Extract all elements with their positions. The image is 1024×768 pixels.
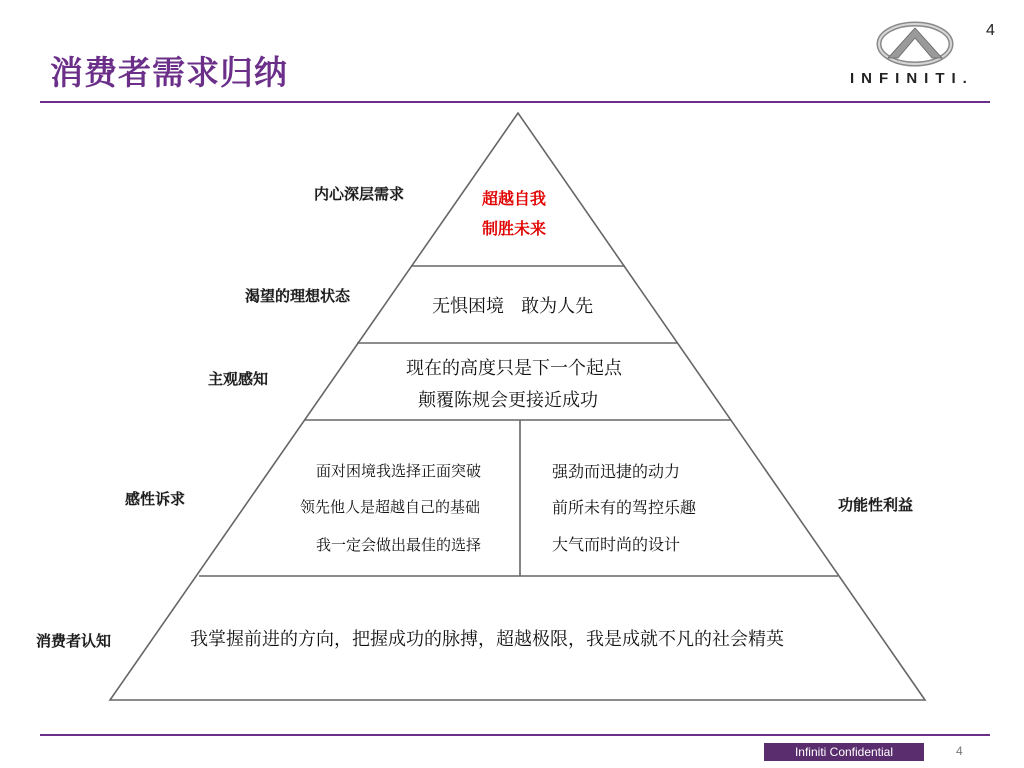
emotional-item-2: 领先他人是超越自己的基础 [300,498,481,516]
apex-line-1: 超越自我 [482,189,547,208]
tier-label-consumer-cognition: 消费者认知 [36,632,112,650]
page-title: 消费者需求归纳 [50,53,288,92]
functional-item-2: 前所未有的驾控乐趣 [552,498,697,517]
tier3-line-1: 现在的高度只是下一个起点 [406,358,622,379]
functional-item-3: 大气而时尚的设计 [552,535,681,554]
emotional-item-3: 我一定会做出最佳的选择 [316,536,482,554]
tier-label-emotional: 感性诉求 [125,490,186,508]
page-number-top: 4 [986,22,995,39]
functional-item-1: 强劲而迅捷的动力 [552,462,681,481]
emotional-item-1: 面对困境我选择正面突破 [316,462,482,480]
tier-label-ideal-state: 渴望的理想状态 [245,287,351,305]
base-text: 我掌握前进的方向，把握成功的脉搏，超越极限，我是成就不凡的社会精英 [190,629,784,650]
brand-wordmark: INFINITI. [850,70,974,87]
confidential-badge: Infiniti Confidential [764,743,924,761]
tier-label-inner-need: 内心深层需求 [314,185,405,203]
page-number-bottom: 4 [956,744,963,758]
apex-line-2: 制胜未来 [482,219,547,238]
tier-label-functional: 功能性利益 [838,496,914,514]
tier3-line-2: 颠覆陈规会更接近成功 [418,390,598,411]
footer-divider [40,734,990,736]
tier2-text: 无惧困境 敢为人先 [432,296,594,317]
tier-label-perception: 主观感知 [208,370,269,388]
